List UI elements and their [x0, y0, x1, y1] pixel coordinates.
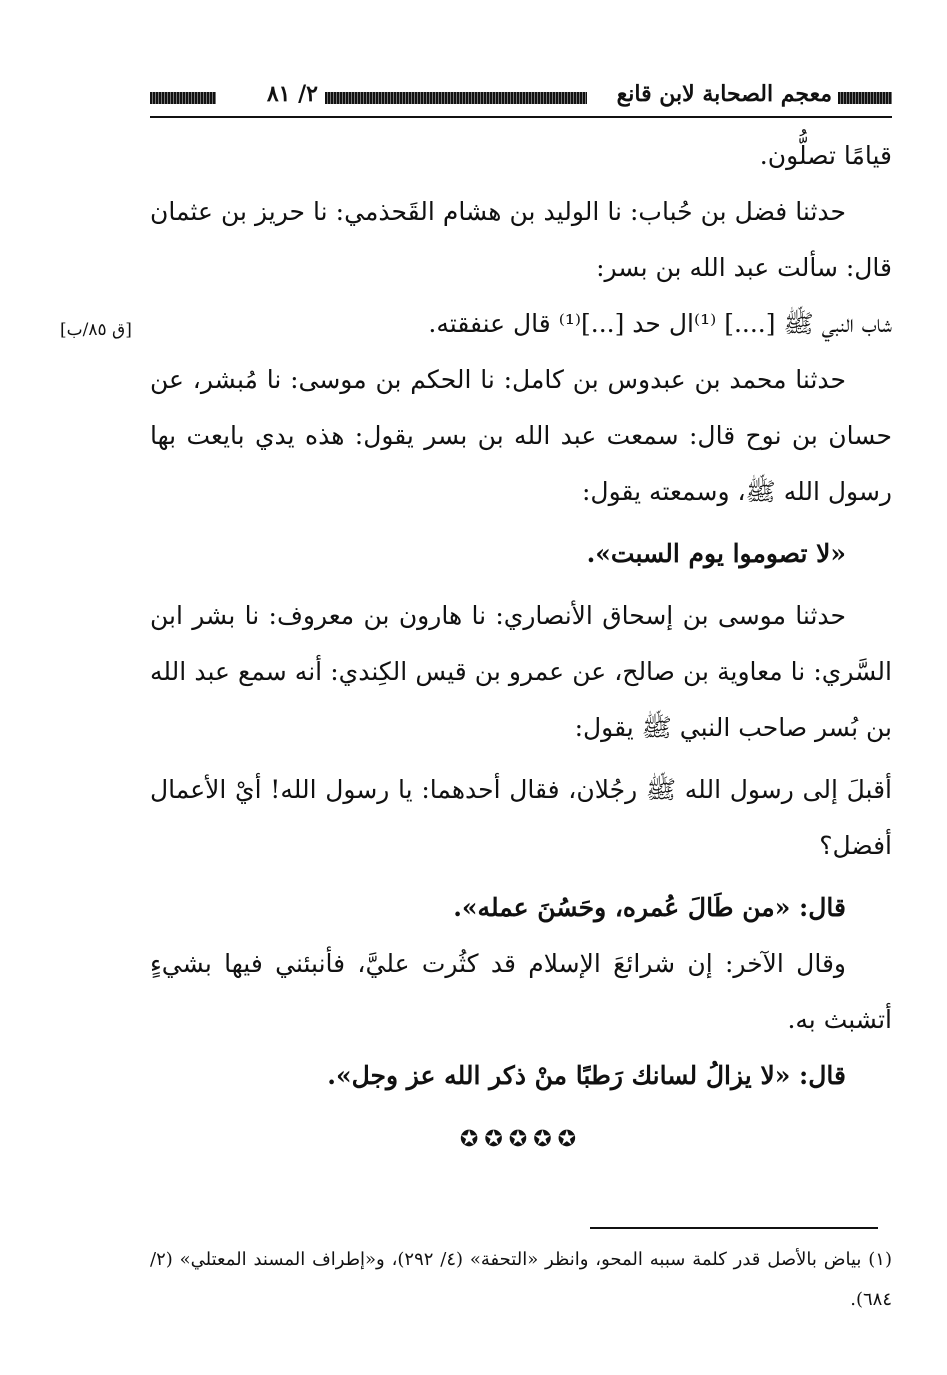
manuscript-folio-note: [ق ٨٥/ب]: [60, 320, 132, 340]
hadith-quote: «لا تصوموا يوم السبت».: [586, 539, 846, 568]
header-page-reference: ٢/ ٨١: [266, 81, 318, 107]
footnote-rule: [590, 1227, 878, 1229]
footnote: (١) بياض بالأصل قدر كلمة سببه المحو، وانظر «التحفة» (٤/ ٢٩٢)، و«إطراف المسند المعتلي» (٢/ ٦٨٤).: [150, 1249, 892, 1310]
header-ornament-bar: [150, 92, 216, 104]
header-ornament-bar: [325, 92, 587, 104]
paragraph: أقبلَ إلى رسول الله ﷺ رجُلان، فقال أحدهما: يا رسول الله! أيْ الأعمال أفضل؟: [150, 775, 892, 860]
hadith-quote: قال: «لا يزالُ لسانك رَطبًا منْ ذكر الله عز وجل».: [327, 1061, 846, 1090]
header-rule: [150, 116, 892, 118]
header-ornament-bar: [838, 92, 892, 104]
paragraph: حدثنا موسى بن إسحاق الأنصاري: نا هارون بن معروف: نا بشر ابن السَّري: نا معاوية بن صالح، عن عمرو بن قيس الكِندي: أنه سمع عبد الله بن بُسر صاحب النبي ﷺ يقول:: [150, 601, 892, 742]
paragraph: حدثنا فضل بن حُباب: نا الوليد بن هشام القَحذمي: نا حريز بن عثمان قال: سألت عبد الله بن بسر:: [150, 197, 892, 282]
hadith-quote: قال: «من طَالَ عُمره، وحَسُنَ عمله».: [453, 893, 846, 922]
section-separator: ✪✪✪✪✪: [459, 1127, 583, 1152]
header-book-title: معجم الصحابة لابن قانع: [616, 81, 832, 107]
paragraph: شاب النبي ﷺ [....] ⁽¹⁾ال حد [...]⁽¹⁾ قال عنفقته.: [428, 309, 892, 338]
running-header: [150, 78, 892, 114]
paragraph: وقال الآخر: إن شرائعَ الإسلام قد كثُرت عليَّ، فأنبئني فيها بشيءٍ أتشبث به.: [150, 949, 892, 1034]
paragraph: قيامًا تصلُّون.: [759, 141, 892, 170]
main-text: [150, 128, 892, 1168]
paragraph: حدثنا محمد بن عبدوس بن كامل: نا الحكم بن موسى: نا مُبشر، عن حسان بن نوح قال: سمعت عبد الله بن بسر يقول: هذه يدي بايعت بها رسول الله ﷺ، وسمعته يقول:: [150, 365, 892, 506]
